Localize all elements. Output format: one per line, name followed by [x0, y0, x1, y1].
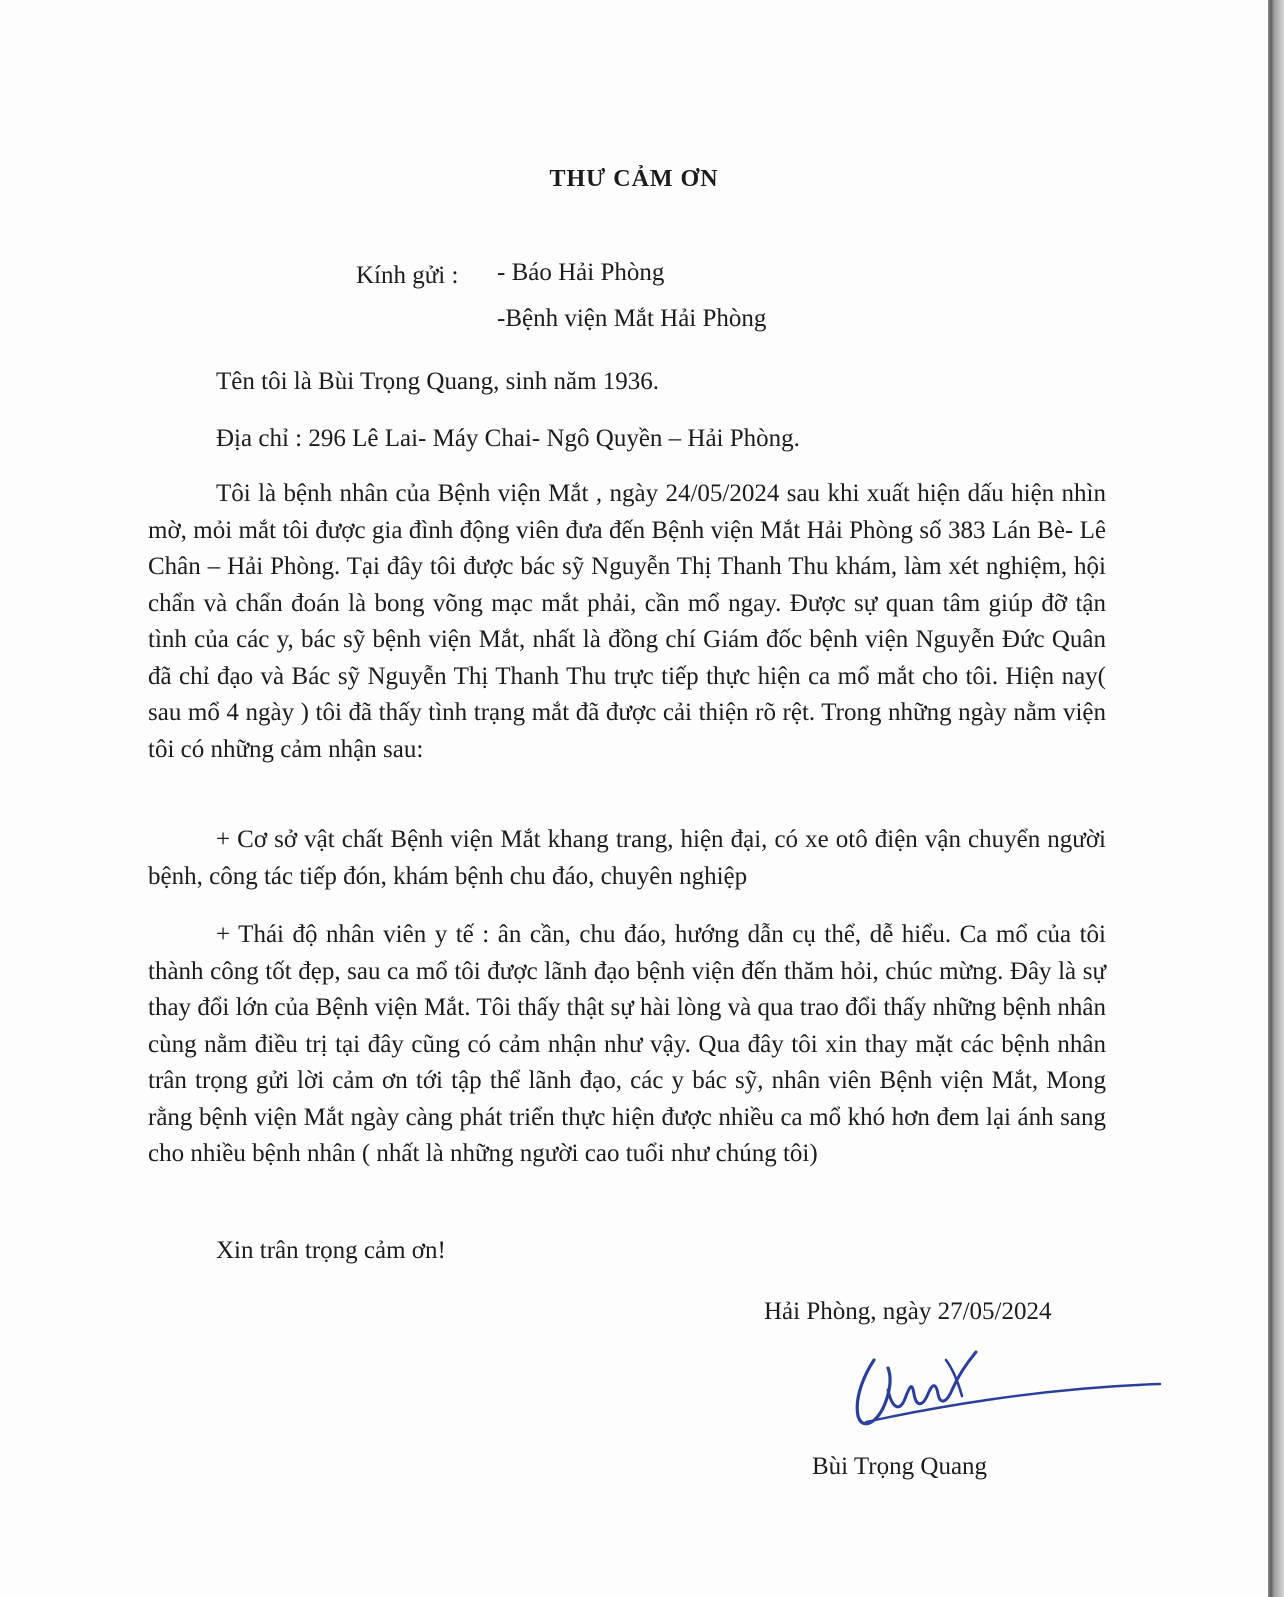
recipient-1: - Báo Hải Phòng — [497, 259, 665, 286]
letter-title: THƯ CẢM ƠN — [549, 166, 719, 192]
address-line: Địa chỉ : 296 Lê Lai- Máy Chai- Ngô Quyền – Hải Phòng. — [216, 425, 800, 452]
handwritten-signature — [840, 1338, 1180, 1438]
paragraph-body-1: Tôi là bệnh nhân của Bệnh viện Mắt , ngày 24/05/2024 sau khi xuất hiện dấu hiện nhìn mờ, mỏi mắt tôi được gia đình động viên đưa đến Bệnh viện Mắt Hải Phòng số 383 Lán Bè- Lê Chân – Hải Phòng. Tại đây tôi được bác sỹ Nguyễn Thị Thanh Thu khám, làm xét nghiệm, hội chẩn và chẩn đoán là bong võng mạc mắt phải, cần mổ ngay. Được sự quan tâm giúp đỡ tận tình của các y, bác sỹ bệnh viện Mắt, nhất là đồng chí Giám đốc bệnh viện Nguyễn Đức Quân đã chỉ đạo và Bác sỹ Nguyễn Thị Thanh Thu trực tiếp thực hiện ca mổ mắt cho tôi. Hiện nay( sau mổ 4 ngày ) tôi đã thấy tình trạng mắt đã được cải thiện rõ rệt. Trong những ngày nằm viện tôi có những cảm nhận sau: — [148, 480, 1106, 763]
signer-name: Bùi Trọng Quang — [812, 1453, 988, 1480]
salutation-label: Kính gửi : — [356, 262, 459, 289]
place-date: Hải Phòng, ngày 27/05/2024 — [764, 1298, 1052, 1325]
closing-line: Xin trân trọng cảm ơn! — [216, 1237, 446, 1264]
paragraph-facilities: + Cơ sở vật chất Bệnh viện Mắt khang trang, hiện đại, có xe otô điện vận chuyển người bệnh, công tác tiếp đón, khám bệnh chu đáo, chuyên nghiệp — [148, 826, 1106, 890]
recipient-2: -Bệnh viện Mắt Hải Phòng — [497, 305, 767, 332]
paragraph-staff-attitude: + Thái độ nhân viên y tế : ân cần, chu đáo, hướng dẫn cụ thể, dễ hiểu. Ca mổ của tôi thành công tốt đẹp, sau ca mổ tôi được lãnh đạo bệnh viện đến thăm hỏi, chúc mừng. Đây là sự thay đổi lớn của Bệnh viện Mắt. Tôi thấy thật sự hài lòng và qua trao đổi thấy những bệnh nhân cùng nằm điều trị tại đây cũng có cảm nhận như vậy. Qua đây tôi xin thay mặt các bệnh nhân trân trọng gửi lời cảm ơn tới tập thể lãnh đạo, các y bác sỹ, nhân viên Bệnh viện Mắt, Mong rằng bệnh viện Mắt ngày càng phát triển thực hiện được nhiều ca mổ khó hơn đem lại ánh sang cho nhiều bệnh nhân ( nhất là những người cao tuổi như chúng tôi) — [148, 921, 1106, 1167]
page-edge-shadow — [1268, 0, 1284, 1597]
name-line: Tên tôi là Bùi Trọng Quang, sinh năm 1936. — [216, 368, 660, 395]
